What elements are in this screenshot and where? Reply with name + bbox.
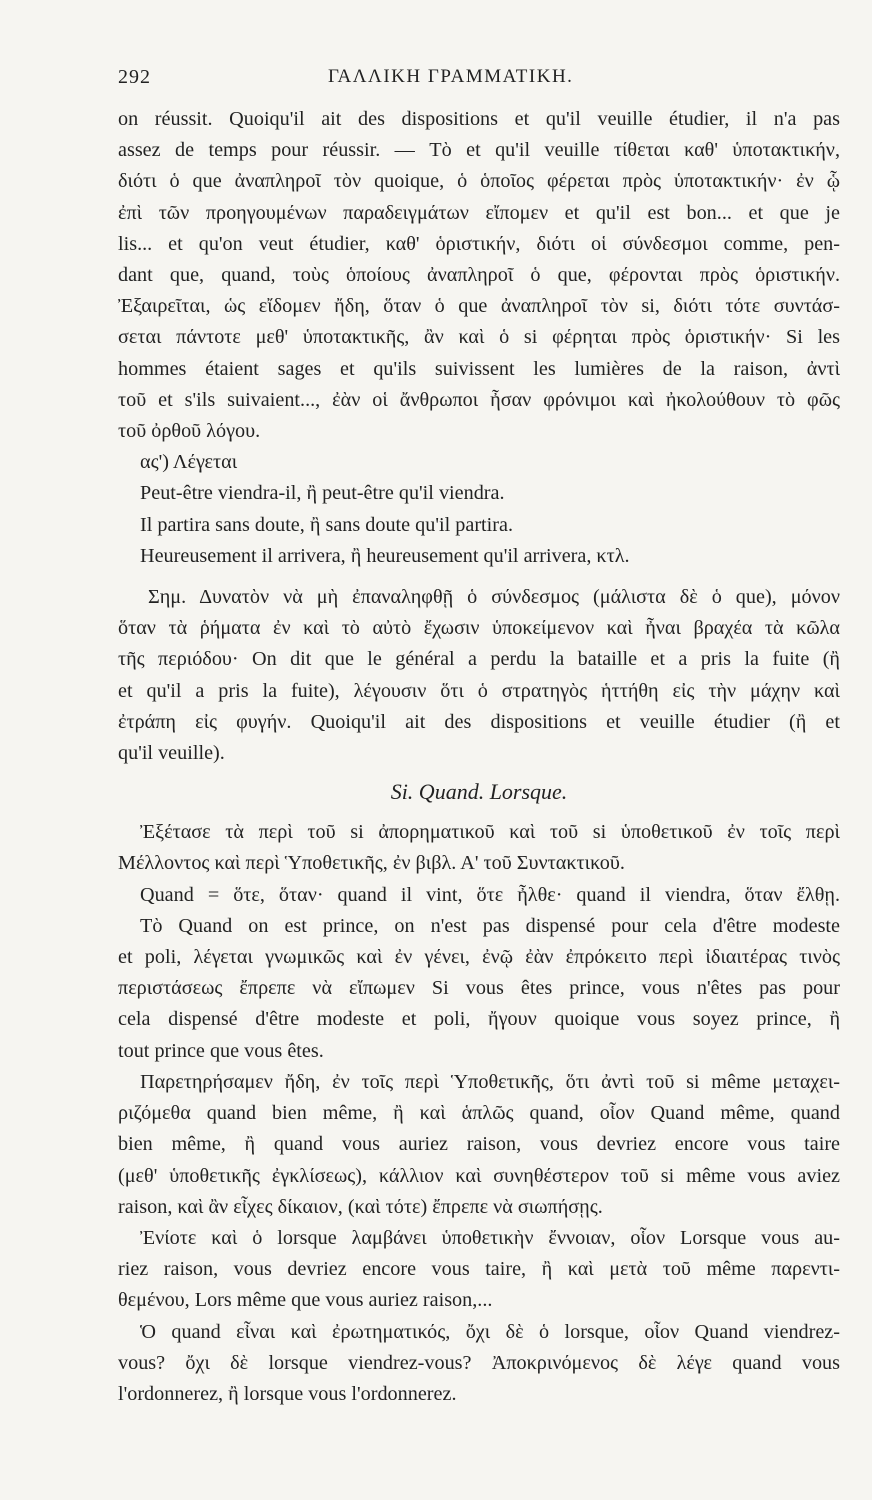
text-line: ὅταν τὰ ῥήματα ἐν καὶ τὸ αὐτὸ ἔχωσιν ὑποκείμενον καὶ ἦναι βραχέα τὰ κῶλα [118,617,840,640]
text-line: τοῦ et s'ils suivaient..., ἐὰν οἱ ἄνθρωποι ἦσαν φρόνιμοι καὶ ἠκολούθουν τὸ φῶς [118,388,840,411]
text-line: Ἐξέτασε τὰ περὶ τοῦ si ἀπορηματικοῦ καὶ τοῦ si ὑποθετικοῦ ἐν τοῖς περὶ [140,821,840,844]
text-line: Ἐνίοτε καὶ ὁ lorsque λαμβάνει ὑποθετικὴν ἔννοιαν, οἷον Lorsque vous au- [140,1226,840,1249]
text-line: cela dispensé d'être modeste et poli, ἤγουν quoique vous soyez prince, ἢ [118,1008,840,1031]
text-line: vous? ὄχι δὲ lorsque viendrez-vous? Ἀποκρινόμενος δὲ λέγε quand vous [118,1351,840,1374]
text-line: raison, καὶ ἂν εἶχες δίκαιον, (καὶ τότε) ἔπρεπε νὰ σιωπήσῃς. [118,1195,603,1218]
text-line: Ὁ quand εἶναι καὶ ἐρωτηματικός, ὄχι δὲ ὁ lorsque, οἷον Quand viendrez- [140,1320,840,1343]
text-line: et qu'il a pris la fuite), λέγουσιν ὅτι ὁ στρατηγὸς ἡττήθη εἰς τὴν μάχην καὶ [118,679,840,702]
page-body [118,104,840,1410]
text-line: τοῦ ὀρθοῦ λόγου. [118,420,261,443]
page-number: 292 [118,66,151,88]
text-line: qu'il veuille). [118,742,225,765]
text-line: on réussit. Quoiqu'il ait des dispositions et qu'il veuille étudier, il n'a pas [118,108,840,130]
section-heading: Si. Quand. Lorsque. [390,779,568,805]
text-line: ριζόμεθα quand bien même, ἢ καὶ ἁπλῶς quand, οἷον Quand même, quand [118,1102,840,1125]
text-line: σεται πάντοτε μεθ' ὑποτακτικῆς, ἂν καὶ ὁ si φέρηται πρὸς ὁριστικήν· Si les [118,326,840,349]
text-line: riez raison, vous devriez encore vous taire, ἢ καὶ μετὰ τοῦ même παρεντι- [118,1258,840,1281]
text-line: Ἐξαιρεῖται, ὡς εἴδομεν ἤδη, ὅταν ὁ que ἀναπληροῖ τὸν si, διότι τότε συντάσ- [118,295,840,318]
text-line: θεμένου, Lors même que vous auriez raison,... [118,1289,493,1312]
text-line: (μεθ' ὑποθετικῆς ἐγκλίσεως), κάλλιον καὶ συνηθέστερον τοῦ si même vous aviez [118,1164,840,1187]
spacer [118,572,840,582]
text-line: ἐπὶ τῶν προηγουμένων παραδειγμάτων εἴπομεν et qu'il est bon... et que je [118,201,840,224]
text-line: tout prince que vous êtes. [118,1039,324,1062]
text-line: Quand = ὅτε, ὅταν· quand il vint, ὅτε ἦλθε· quand il viendra, ὅταν ἔλθῃ. [140,883,840,906]
example-line: Peut-être viendra-il, ἢ peut-être qu'il viendra. [140,482,505,505]
example-line: Heureusement il arrivera, ἢ heureusement qu'il arrivera, κτλ. [140,544,630,567]
example-line: Il partira sans doute, ἢ sans doute qu'il partira. [140,513,513,536]
page-header [118,66,814,96]
text-line: assez de temps pour réussir. — Τὸ et qu'il veuille τίθεται καθ' ὑποτακτικήν, [118,139,840,162]
running-title: ΓΑΛΛΙΚΗ ΓΡΑΜΜΑΤΙΚΗ. [328,66,574,87]
text-line: Μέλλοντος καὶ περὶ Ὑποθετικῆς, ἐν βιβλ. Α' τοῦ Συντακτικοῦ. [118,852,625,875]
text-line: et poli, λέγεται γνωμικῶς καὶ ἐν γένει, ἐνῷ ἐὰν ἐπρόκειτο περὶ ἰδιαιτέρας τινὸς [118,946,840,969]
text-line: Παρετηρήσαμεν ἤδη, ἐν τοῖς περὶ Ὑποθετικῆς, ὅτι ἀντὶ τοῦ si même μεταχει- [140,1070,840,1093]
text-line: τῆς περιόδου· On dit que le général a perdu la bataille et a pris la fuite (ἢ [118,648,840,671]
text-line: διότι ὁ que ἀναπληροῖ τὸν quoique, ὁ ὁποῖος φέρεται πρὸς ὑποτακτικήν· ἐν ᾧ [118,170,840,193]
subsection-label: ας') Λέγεται [140,451,238,474]
text-line: bien même, ἢ quand vous auriez raison, vous devriez encore vous taire [118,1133,840,1156]
text-line: Τὸ Quand on est prince, on n'est pas dispensé pour cela d'être modeste [140,914,840,937]
text-line: hommes étaient sages et qu'ils suivissent les lumières de la raison, ἀντὶ [118,357,840,380]
text-line: dant que, quand, τοὺς ὁποίους ἀναπληροῖ ὁ que, φέρονται πρὸς ὁριστικήν. [118,264,840,287]
note-line: Σημ. Δυνατὸν νὰ μὴ ἐπαναληφθῇ ὁ σύνδεσμος (μάλιστα δὲ ὁ que), μόνον [148,586,840,609]
text-line: περιστάσεως ἔπρεπε νὰ εἴπωμεν Si vous êtes prince, vous n'êtes pas pour [118,977,840,1000]
text-line: l'ordonnerez, ἢ lorsque vous l'ordonnerez. [118,1382,457,1405]
text-line: ἐτράπη εἰς φυγήν. Quoiqu'il ait des dispositions et veuille étudier (ἢ et [118,710,840,733]
text-line: lis... et qu'on veut étudier, καθ' ὁριστικήν, διότι οἱ σύνδεσμοι comme, pen- [118,232,840,255]
